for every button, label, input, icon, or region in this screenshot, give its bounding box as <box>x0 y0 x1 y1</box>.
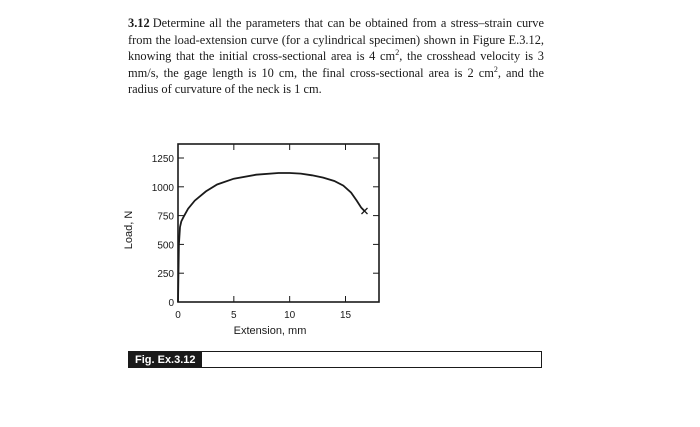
y-tick-label: 500 <box>157 240 174 252</box>
x-tick-label: 0 <box>175 310 181 321</box>
plot-frame <box>178 144 379 302</box>
x-axis-label: Extension, mm <box>233 325 307 337</box>
figure-caption-label: Fig. Ex.3.12 <box>129 352 202 367</box>
problem-text-1: Determine all the parameters that can be obtained from a stress–strain curve from the load-extension curve (for a cylindrical specimen) shown in Figure E.3.12, knowing that the initial cross-sectional area is 4 cm <box>128 16 544 64</box>
y-tick-label: 1250 <box>151 154 174 165</box>
problem-text-2: , the crosshead velocity is 3 mm/s, the gage length is 10 cm, the final cross-sectional area is 2 cm <box>128 49 544 80</box>
x-tick-label: 10 <box>284 310 296 321</box>
x-tick-label: 15 <box>339 310 352 321</box>
superscript-1: 2 <box>395 48 400 58</box>
series-line <box>178 173 365 302</box>
y-tick-label: 250 <box>157 269 174 281</box>
superscript-2: 2 <box>493 64 498 74</box>
y-tick-label: 750 <box>157 211 174 223</box>
y-tick-label: 1000 <box>151 182 174 194</box>
x-tick-label: 5 <box>231 310 237 321</box>
y-axis-label: Load, N <box>123 210 135 250</box>
y-tick-label: 0 <box>168 298 174 309</box>
problem-text-3: , and the radius of curvature of the neck is 1 cm. <box>128 65 544 97</box>
problem-number: 3.12 <box>128 16 150 30</box>
figure-caption-bar <box>128 351 542 368</box>
